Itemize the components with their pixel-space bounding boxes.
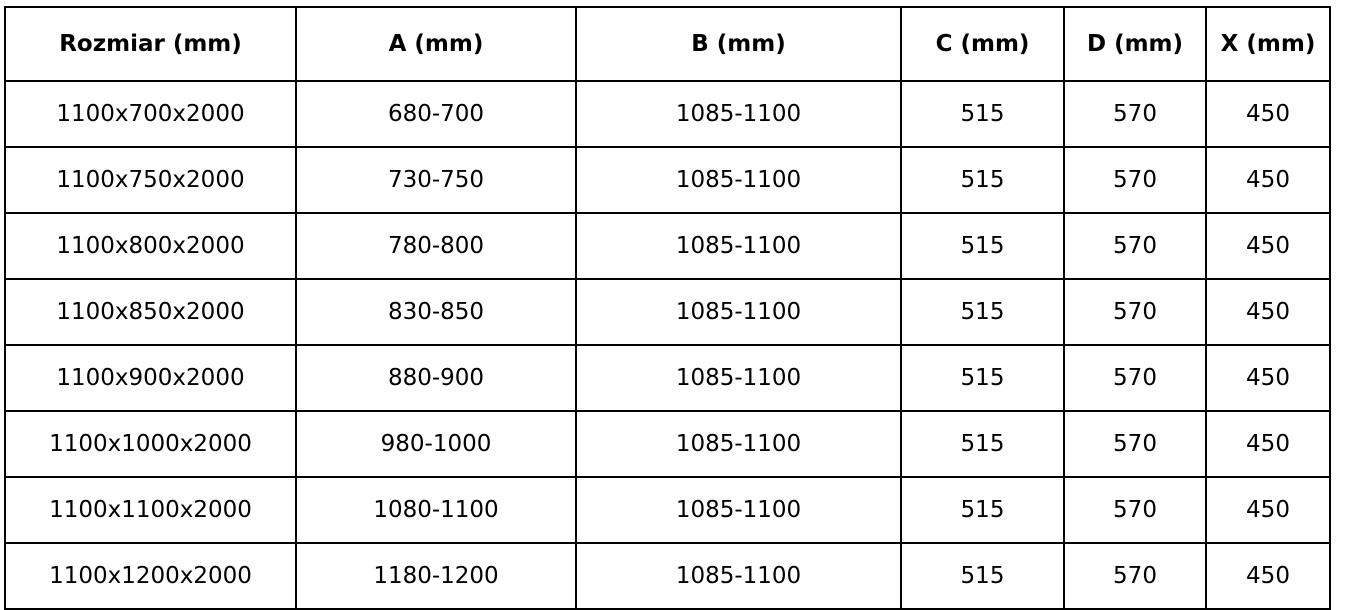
- cell-d: 570: [1064, 279, 1206, 345]
- cell-d: 570: [1064, 411, 1206, 477]
- table-row: [5, 477, 1330, 543]
- cell-a: 1080-1100: [296, 477, 576, 543]
- specification-table: [4, 6, 1331, 610]
- cell-b: 1085-1100: [576, 411, 901, 477]
- cell-x: 450: [1206, 345, 1330, 411]
- cell-b: 1085-1100: [576, 147, 901, 213]
- cell-rozmiar: 1100x850x2000: [5, 279, 296, 345]
- cell-x: 450: [1206, 477, 1330, 543]
- column-header-b: B (mm): [576, 7, 901, 81]
- table-row: [5, 345, 1330, 411]
- table-row: [5, 411, 1330, 477]
- table-row: [5, 81, 1330, 147]
- cell-rozmiar: 1100x800x2000: [5, 213, 296, 279]
- cell-c: 515: [901, 543, 1064, 609]
- table-header-row: [5, 7, 1330, 81]
- table-row: [5, 147, 1330, 213]
- cell-x: 450: [1206, 213, 1330, 279]
- cell-c: 515: [901, 279, 1064, 345]
- cell-a: 980-1000: [296, 411, 576, 477]
- cell-x: 450: [1206, 543, 1330, 609]
- cell-rozmiar: 1100x900x2000: [5, 345, 296, 411]
- column-header-a: A (mm): [296, 7, 576, 81]
- table-header: [5, 7, 1330, 81]
- cell-b: 1085-1100: [576, 543, 901, 609]
- cell-b: 1085-1100: [576, 81, 901, 147]
- cell-d: 570: [1064, 345, 1206, 411]
- cell-rozmiar: 1100x1200x2000: [5, 543, 296, 609]
- cell-d: 570: [1064, 147, 1206, 213]
- cell-b: 1085-1100: [576, 279, 901, 345]
- cell-a: 680-700: [296, 81, 576, 147]
- cell-d: 570: [1064, 81, 1206, 147]
- cell-c: 515: [901, 477, 1064, 543]
- cell-rozmiar: 1100x750x2000: [5, 147, 296, 213]
- table-row: [5, 543, 1330, 609]
- cell-rozmiar: 1100x700x2000: [5, 81, 296, 147]
- cell-x: 450: [1206, 147, 1330, 213]
- cell-b: 1085-1100: [576, 477, 901, 543]
- cell-rozmiar: 1100x1100x2000: [5, 477, 296, 543]
- cell-x: 450: [1206, 411, 1330, 477]
- cell-a: 780-800: [296, 213, 576, 279]
- cell-b: 1085-1100: [576, 213, 901, 279]
- cell-x: 450: [1206, 81, 1330, 147]
- table-body: [5, 81, 1330, 609]
- cell-rozmiar: 1100x1000x2000: [5, 411, 296, 477]
- cell-d: 570: [1064, 477, 1206, 543]
- cell-a: 730-750: [296, 147, 576, 213]
- cell-c: 515: [901, 411, 1064, 477]
- cell-c: 515: [901, 345, 1064, 411]
- cell-a: 1180-1200: [296, 543, 576, 609]
- column-header-d: D (mm): [1064, 7, 1206, 81]
- cell-c: 515: [901, 213, 1064, 279]
- table-row: [5, 279, 1330, 345]
- cell-b: 1085-1100: [576, 345, 901, 411]
- cell-a: 830-850: [296, 279, 576, 345]
- cell-x: 450: [1206, 279, 1330, 345]
- cell-a: 880-900: [296, 345, 576, 411]
- cell-d: 570: [1064, 213, 1206, 279]
- table-row: [5, 213, 1330, 279]
- column-header-c: C (mm): [901, 7, 1064, 81]
- cell-c: 515: [901, 81, 1064, 147]
- column-header-x: X (mm): [1206, 7, 1330, 81]
- cell-d: 570: [1064, 543, 1206, 609]
- cell-c: 515: [901, 147, 1064, 213]
- column-header-rozmiar: Rozmiar (mm): [5, 7, 296, 81]
